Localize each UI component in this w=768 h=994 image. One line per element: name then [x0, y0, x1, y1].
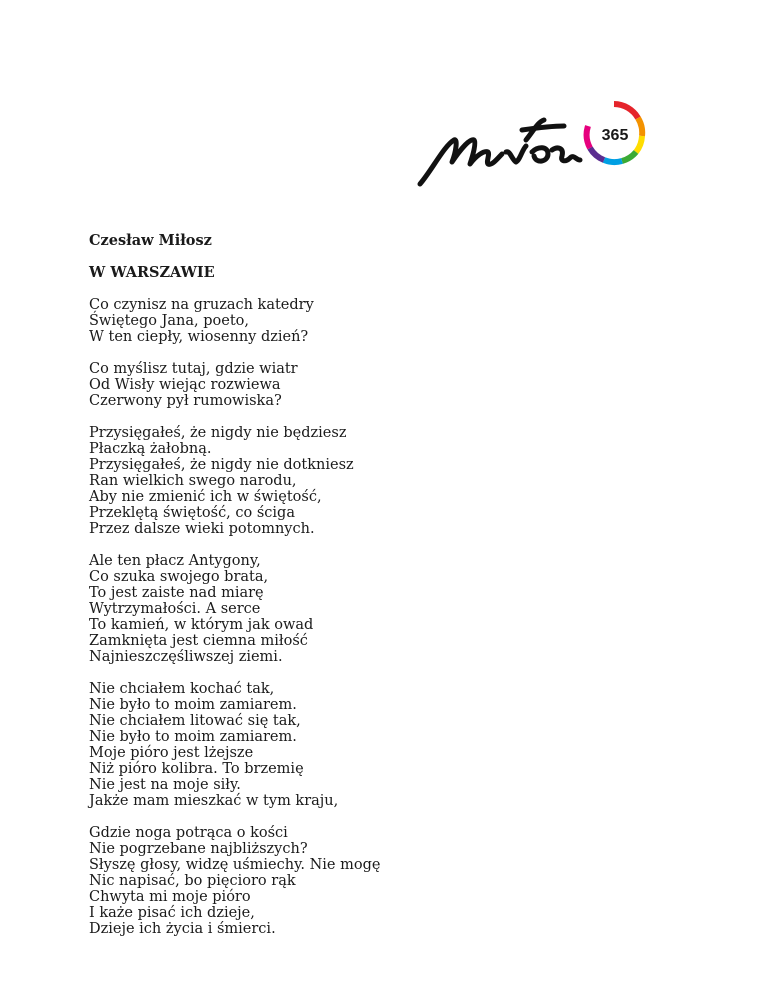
poem-stanza: [89, 553, 689, 665]
signature-mark: [420, 120, 580, 184]
milosz-365-logo: [414, 100, 650, 194]
poem-line: Świętego Jana, poeto,: [89, 313, 250, 329]
poem-line: Nie chciałem kochać tak,: [89, 681, 275, 697]
poem-stanza: [89, 361, 689, 409]
poem-stanza: [89, 425, 689, 537]
poem-line: Od Wisły wiejąc rozwiewa: [89, 377, 281, 393]
poem-line: Zamknięta jest ciemna miłość: [89, 633, 308, 649]
poem-line: Niż pióro kolibra. To brzemię: [89, 761, 304, 777]
poem-line: To kamień, w którym jak owad: [89, 617, 314, 633]
poem-line: Co czynisz na gruzach katedry: [89, 297, 314, 313]
poem-line: Przeklętą świętość, co ściga: [89, 505, 295, 521]
poem-line: Jakże mam mieszkać w tym kraju,: [89, 793, 339, 809]
poem-line: Aby nie zmienić ich w świętość,: [89, 489, 322, 505]
poem-line: Ale ten płacz Antygony,: [89, 553, 261, 569]
poem-author: Czesław Miłosz: [89, 232, 212, 249]
poem-line: To jest zaiste nad miarę: [89, 585, 264, 601]
poem-line: Najnieszczęśliwszej ziemi.: [89, 649, 283, 665]
poem-line: Dzieje ich życia i śmierci.: [89, 921, 276, 937]
poem-line: Przysięgałeś, że nigdy nie będziesz: [89, 425, 347, 441]
poem-line: Płaczką żałobną.: [89, 441, 212, 457]
poem-line: Przysięgałeś, że nigdy nie dotkniesz: [89, 457, 354, 473]
poem-stanza: [89, 681, 689, 809]
poem-line: Przez dalsze wieki potomnych.: [89, 521, 315, 537]
poem-line: Co szuka swojego brata,: [89, 569, 269, 585]
poem-line: Nie było to moim zamiarem.: [89, 729, 297, 745]
poem-line: Czerwony pył rumowiska?: [89, 393, 282, 409]
poem-line: Ran wielkich swego narodu,: [89, 473, 297, 489]
poem-content: [89, 233, 689, 953]
poem-line: W ten ciepły, wiosenny dzień?: [89, 329, 309, 345]
poem-line: Nic napisać, bo pięcioro rąk: [89, 873, 296, 889]
poem-line: Moje pióro jest lżejsze: [89, 745, 254, 761]
poem-line: Nie pogrzebane najbliższych?: [89, 841, 308, 857]
poem-line: Nie jest na moje siły.: [89, 777, 241, 793]
poem-line: Słyszę głosy, widzę uśmiechy. Nie mogę: [89, 857, 381, 873]
poem-line: Nie chciałem litować się tak,: [89, 713, 301, 729]
logo-graphic: [414, 100, 650, 194]
poem-title: W WARSZAWIE: [89, 264, 215, 281]
poem-stanza: [89, 297, 689, 345]
poem-line: I każe pisać ich dzieje,: [89, 905, 255, 921]
poem-line: Wytrzymałości. A serce: [89, 601, 261, 617]
badge-365-text: 365: [601, 127, 629, 144]
poem-line: Co myślisz tutaj, gdzie wiatr: [89, 361, 298, 377]
poem-line: Nie było to moim zamiarem.: [89, 697, 297, 713]
poem-line: Gdzie noga potrąca o kości: [89, 825, 288, 841]
poem-line: Chwyta mi moje pióro: [89, 889, 251, 905]
poem-body: [89, 297, 689, 937]
poem-stanza: [89, 825, 689, 937]
